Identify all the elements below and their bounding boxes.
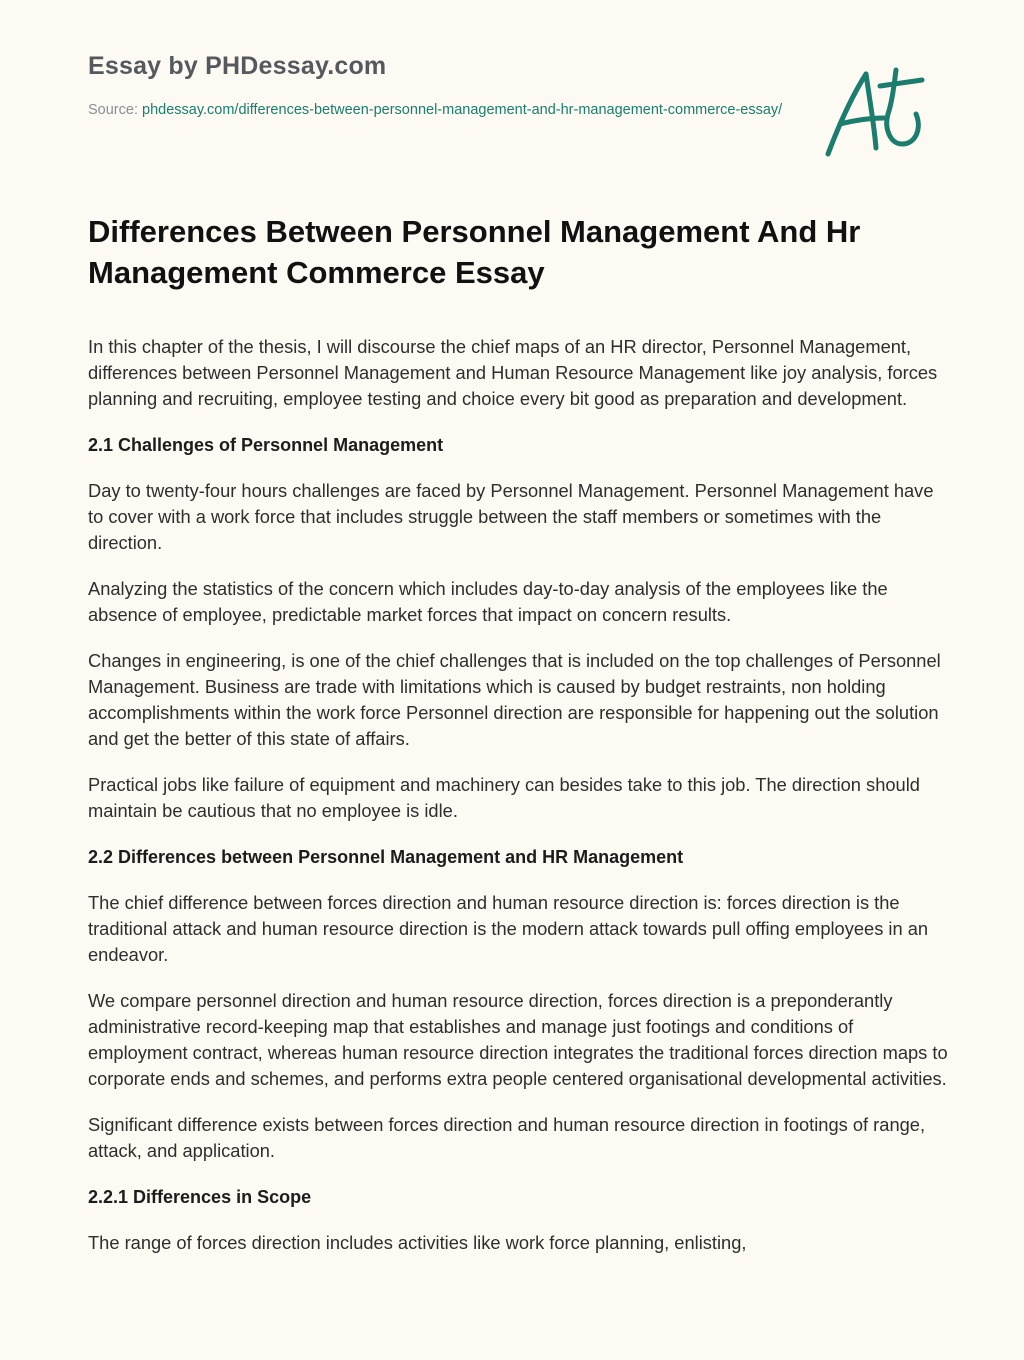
a-plus-logo — [818, 62, 930, 162]
a-plus-logo-icon — [818, 62, 930, 162]
section-heading: 2.1 Challenges of Personnel Management — [88, 435, 444, 455]
section-heading: 2.2.1 Differences in Scope — [88, 1187, 312, 1207]
source-label: Source: — [88, 102, 138, 118]
paragraph: Practical jobs like failure of equipment and machinery can besides take to this job. The direction should maintain be cautious that no employee is idle. — [88, 774, 920, 821]
site-name: Essay by PHDessay.com — [88, 52, 387, 80]
paragraph: Significant difference exists between forces direction and human resource direction in footings of range, attack, and application. — [88, 1114, 926, 1161]
paragraph: The chief difference between forces direction and human resource direction is: forces direction is the traditional attack and human resource direction is the modern attack towards pull offing employees in an endeavor. — [88, 892, 929, 965]
paragraph: Day to twenty-four hours challenges are faced by Personnel Management. Personnel Management have to cover with a work force that includes struggle between the staff members or sometimes with the direction. — [88, 480, 934, 553]
paragraph: Analyzing the statistics of the concern which includes day-to-day analysis of the employees like the absence of employee, predictable market forces that impact on concern results. — [88, 578, 888, 625]
article-title: Differences Between Personnel Management And Hr Management Commerce Essay — [88, 214, 861, 290]
paragraph: The range of forces direction includes activities like work force planning, enlisting, — [88, 1232, 747, 1253]
section-heading: 2.2 Differences between Personnel Management and HR Management — [88, 847, 684, 867]
paragraph: We compare personnel direction and human resource direction, forces direction is a preponderantly administrative record-keeping map that establishes and manage just footings and conditions of employment contract, whereas human resource direction integrates the traditional forces direction maps to corporate ends and schemes, and performs extra people centered organisational developmental activities. — [88, 990, 948, 1089]
paragraph: Changes in engineering, is one of the chief challenges that is included on the top challenges of Personnel Management. Business are trade with limitations which is caused by budget restraints, non holding accomplishments within the work force Personnel direction are responsible for happening out the solution and get the better of this state of affairs. — [88, 650, 941, 749]
article-body — [88, 334, 948, 1276]
source-line — [88, 100, 788, 121]
paragraph: In this chapter of the thesis, I will discourse the chief maps of an HR director, Personnel Management, differences between Personnel Management and Human Resource Management like joy analysis, forces planning and recruiting, employee testing and choice every bit good as preparation and development. — [88, 336, 938, 409]
source-link[interactable]: phdessay.com/differences-between-personnel-management-and-hr-management-commerce-essay/ — [142, 102, 783, 118]
